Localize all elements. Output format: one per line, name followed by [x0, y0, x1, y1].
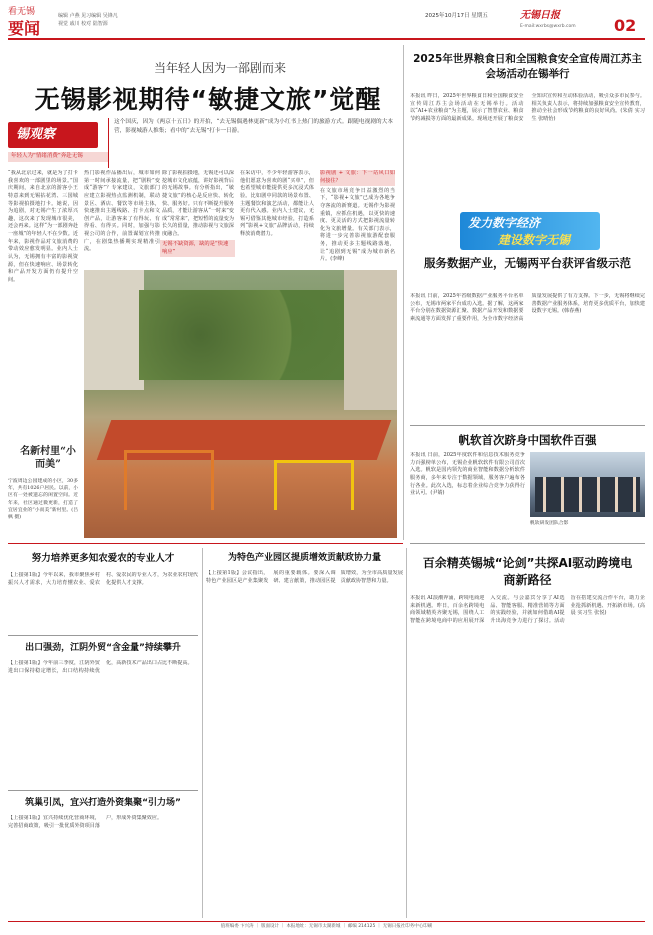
digital-economy-banner	[460, 212, 600, 250]
left-col-5-text: 在文旅市场竞争日益激烈的当下，“影视+文旅”已成为各地争夺客流的新赛道。无锡作为影视重镇，应抓住机遇，以更快的速度、更灵活的方式把影视流量转化为文旅增量。有关部门表示，将进一步完善影视旅游配套服务，推动更多主题线路落地，让“追剧到无锡”成为城市新名片。(李峰)	[320, 187, 395, 263]
bottom-a2-title: 出口强劲，江阴外贸“含金量”持续攀升	[25, 643, 181, 653]
bottom-a4-title: 为特色产业园区提质增效贡献政协力量	[227, 553, 381, 563]
banner-line-1: 发力数字经济	[468, 216, 541, 230]
article4-text: 本报讯 AI浪潮奔涌，跨境电商迎来新机遇。昨日，百余名跨境电商领域精英齐聚无锡，围绕人工智能在跨境电商中的应用展开深入交流。与会嘉宾分享了AI选品、智能客服、精准营销等方面的实践经验，并就如何借助AI提升出海竞争力进行了探讨。活动旨在搭建交流合作平台，助力企业抢抓新机遇、开拓新市场。(高晨 实习生 张悦)	[410, 595, 645, 624]
photo-caption-title: 名新村里“小而美”	[20, 446, 76, 470]
bottom-a2-text: 【上接第1版】今年前三季度，江阴外贸进出口保持稳定增长，出口结构持续优化，高新技术产品出口占比不断提高。	[8, 660, 193, 674]
bottom-rule-a	[8, 635, 198, 636]
bottom-a4-text: 【上接第1版】会议指出，特色产业园区是产业集聚发展的重要载体。要深入调研、建言献策，推动园区提质增效，为全市高质量发展贡献政协智慧和力量。	[206, 570, 403, 584]
article2-text: 本报讯 日前，2025年省级数据产业服务平台名单公布，无锡市两家平台成功入选。据了解，这两家平台分别在数据资源汇聚、数据产品开发和数据要素流通等方面发挥了重要作用，为全市数字经济高质量发展提供了有力支撑。下一步，无锡将继续完善数据产业服务体系，培育更多优质平台，加快建设数字无锡。(韩春燕)	[410, 293, 645, 322]
building-right	[344, 270, 397, 410]
left-col-3: 除了影视拍摄地，无锡还可以深挖城市文化底蕴，讲好影视背后的无锡故事。有分析指出，“敏捷文旅”的核心是反应快、转化快、服务好。只有不断提升服务品质，才能让游客从“一时来”变成“常常来”，把短暂的流量变为长久的留量，推动影视与文旅深度融合。	[162, 170, 234, 238]
bottom-rule	[8, 543, 403, 544]
left-col-4: 在采访中，不少年轻游客表示，他们愿意为喜欢的剧“买单”，但也希望城市能提供更多沉浸式体验。比如剧中同款的场景布置、主题餐饮和演艺活动，都能让人更有代入感。业内人士建议，无锡可借鉴其他城市经验，打造系列“影视+文旅”品牌活动，持续释放消费潜力。	[240, 170, 314, 238]
fitness-equipment	[274, 460, 354, 510]
article3-title: 帆软首次跻身中国软件百强	[458, 433, 597, 447]
article1-title: 2025年世界粮食日和全国粮食安全宣传周江苏主会场活动在锡举行	[413, 53, 642, 80]
section-label: 要闻	[8, 19, 41, 38]
bottom-divider	[202, 548, 203, 918]
right-rule-2	[410, 543, 645, 544]
bottom-a1-title: 努力培养更多知农爱农的专业人才	[31, 553, 175, 564]
center-divider	[403, 45, 404, 540]
article3-text: 本报讯 日前，2025年度软件和信息技术服务竞争力百强榜单公布，无锡企业帆软软件有限公司首次入选。帆软是国内领先的商业智能和数据分析软件服务商，多年来专注于数据领域，服务客户遍布各行各业。此次入选，标志着企业综合竞争力获得行业认可。(尹婧)	[410, 452, 525, 497]
footer-rule	[8, 921, 645, 922]
column-subtitle: 年轻人为“情绪消费”奔赴无锡	[8, 152, 108, 162]
photo-caption: 宁波周边公园建成的小区，30多年，共有1026户居民。以前，小区有一处被遗忘的闲置空间。近年来，社区通过微更新，打造了宜居宜业的“小而美”新村里。(吕枫 摄)	[8, 479, 78, 520]
bottom-a3-title: 筑巢引凤，宜兴打造外资集聚“引力场”	[25, 798, 181, 808]
article4-title: 百余精英锡城“论剑”共探AI驱动跨境电商新路径	[422, 556, 633, 587]
editors: 编辑 卢燕 见习编辑 吴锋凡	[58, 13, 118, 19]
article1-text: 本报讯 昨日，2025年世界粮食日和全国粮食安全宣传周江苏主会场活动在无锡举行。活动以“AI+农业粮食”为主题，展示了智慧农业、粮食节约减损等方面的最新成果。现场还开展了粮食安全知识宣传和互动体验活动，吸引众多市民参与。相关负责人表示，将持续加强粮食安全宣传教育，推动全社会形成节约粮食的良好风尚。(朱倩 实习生 张晴怡)	[410, 93, 645, 122]
bottom-a3-text: 【上接第1版】宜兴持续优化营商环境，完善招商政策，吸引一批优质外资项目落户，形成外资集聚效应。	[8, 815, 163, 829]
editors-2: 视觉 戚川 校对 陆智源	[58, 21, 108, 27]
main-headline: 无锡影视期待“敏捷文旅”觉醒	[34, 85, 382, 114]
footer-text: 值班编委 卞兴涛 ｜ 版面设计 ｜ 本报地址：无锡市太湖新城 ｜ 邮编 214125 ｜ 无锡日报社印务中心印刷	[220, 924, 433, 929]
header-date: 2025年10月17日 星期五	[425, 13, 488, 19]
left-col-2-text: 热门影视作品播出后，城市如何第一时间承接流量，把“剧粉”变成“游客”？专家建议，文旅部门应建立影视热点监测机制，联动景区、酒店、餐饮等市场主体，快速推出主题线路、打卡点和文创产品，让游客来了有得玩、有得看、有得买。同时，加强与影视公司的合作，前置谋划宣传推广，在剧集热播期实现精准引流。	[84, 170, 160, 253]
bottom-a1-text: 【上接第1版】今年以来，我市聚焦乡村振兴人才需求，大力培育懂农业、爱农村、爱农民的专业人才，为农业农村现代化提供人才支撑。	[8, 572, 198, 586]
intro-text: 这个国庆，因为《两京十五日》的开拍，“去无锡偶遇林更新”成为小红书上热门的旅游方式。跟随电视剧的大本营，影视城游人推集；看中的“去无锡”打卡一日游。	[114, 119, 393, 134]
team-people	[535, 477, 640, 512]
right-lower-divider	[406, 548, 407, 918]
playground-equipment	[124, 450, 214, 510]
team-photo-caption: 帆软研发团队合影	[530, 521, 569, 526]
intro-box	[108, 118, 393, 168]
header-email: E-mail:wxrbs@wxrb.com	[520, 24, 576, 29]
article2-title: 服务数据产业，无锡两平台获评省级示范	[424, 256, 631, 270]
header-rule	[8, 38, 645, 40]
bottom-rule-b	[8, 790, 198, 791]
trees	[139, 290, 344, 380]
kicker: 当年轻人因为一部剧而来	[153, 61, 286, 75]
team-photo	[530, 452, 645, 517]
right-rule-1	[410, 425, 645, 426]
section-label-small: 看无锡	[8, 7, 36, 17]
subhead-2: 影视剧 + 文旅：下一站风口如何接住？	[320, 170, 395, 184]
left-col-2	[84, 170, 160, 270]
banner-line-2: 建设数字无锡	[498, 233, 571, 247]
building-left	[84, 270, 144, 390]
newspaper-logo: 无锡日报	[520, 10, 560, 21]
left-col-1: “我从北京过来，就是为了打卡我喜欢的一部剧里的场景。”国庆期间，来自北京的游客小王特意来到无锡拈花湾、三国城等影视拍摄地打卡。她说，因为追剧，对无锡产生了浓厚兴趣，这次来了发现城市很美，还会再来。这样“为一部剧奔赴一座城”的年轻人不在少数。近年来，影视作品对文旅消费的带动效应愈发明显。业内人士认为，无锡拥有丰富的影视资源，但在快速响应、场景转化和产品开发方面仍有提升空间。	[8, 170, 78, 283]
column-logo	[8, 122, 98, 148]
column-logo-text: 锡观察	[16, 127, 56, 142]
residential-park-photo	[84, 270, 397, 538]
page-number: 02	[614, 16, 637, 35]
subhead-1: 无锡不缺资源，缺的是“快速响应”	[160, 240, 235, 257]
